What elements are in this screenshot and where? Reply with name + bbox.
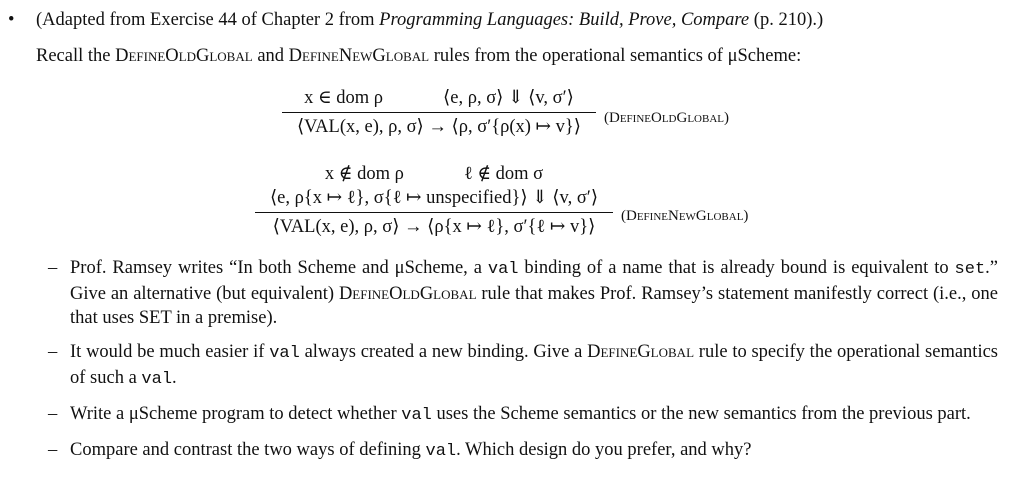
rule-premises bbox=[255, 162, 613, 186]
dash-marker: – bbox=[48, 440, 58, 460]
question-item: – Write a μScheme program to detect whether val uses the Scheme semantics or the new semantics from the previous part. bbox=[48, 404, 971, 425]
question-item: – Prof. Ramsey writes “In both Scheme and μScheme, a val binding of a name that is already bound is equivalent to set.” Give an alternative (but equivalent) DefineOldGlobal rule that makes Prof. Ramsey’s statement manifestly correct (i.e., one that uses SET in a premise). bbox=[48, 258, 998, 328]
code-val: val bbox=[269, 344, 300, 363]
question-item: – It would be much easier if val always created a new binding. Give a DefineGlobal rule to specify the operational semantics of such a val. bbox=[48, 342, 998, 389]
rule-premise-line2: ⟨e, ρ{x ↦ ℓ}, σ{ℓ ↦ unspecified}⟩ ⇓ ⟨v, σ′⟩ bbox=[269, 188, 599, 208]
question-item: – Compare and contrast the two ways of defining val. Which design do you prefer, and why? bbox=[48, 440, 752, 461]
code-set: set bbox=[954, 260, 986, 279]
code-val: val bbox=[401, 406, 432, 425]
premise-right: ℓ ∉ dom σ bbox=[463, 164, 544, 184]
rule-name-new: DefineNewGlobal bbox=[288, 46, 430, 66]
premise-right: ⟨e, ρ, σ⟩ ⇓ ⟨v, σ′⟩ bbox=[443, 88, 574, 108]
rule-premises bbox=[282, 86, 596, 110]
code-val: val bbox=[487, 260, 519, 279]
dash-marker: – bbox=[48, 404, 58, 424]
inference-bar bbox=[255, 212, 613, 213]
bullet-marker: • bbox=[8, 10, 15, 30]
rule-name-global: DefineGlobal bbox=[587, 342, 695, 362]
code-val: val bbox=[425, 442, 457, 461]
rule-name-old: DefineOldGlobal bbox=[115, 46, 253, 66]
dash-marker: – bbox=[48, 258, 58, 278]
rule-label: (DefineOldGlobal) bbox=[604, 110, 729, 126]
book-title: Programming Languages: Build, Prove, Compare bbox=[379, 10, 750, 30]
exercise-source-line: (Adapted from Exercise 44 of Chapter 2 from Programming Languages: Build, Prove, Compare (p. 210).) bbox=[36, 10, 824, 30]
question-list bbox=[48, 256, 998, 474]
rule-conclusion: ⟨VAL(x, e), ρ, σ⟩ → ⟨ρ{x ↦ ℓ}, σ′{ℓ ↦ v}⟩ bbox=[272, 217, 596, 237]
recall-line: Recall the DefineOldGlobal and DefineNewGlobal rules from the operational semantics of μScheme: bbox=[36, 46, 802, 66]
define-new-global-rule bbox=[255, 162, 749, 239]
premise-left: x ∈ dom ρ bbox=[304, 88, 384, 108]
code-val: val bbox=[141, 370, 173, 389]
rule-name-old: DefineOldGlobal bbox=[338, 284, 477, 304]
rule-conclusion: ⟨VAL(x, e), ρ, σ⟩ → ⟨ρ, σ′{ρ(x) ↦ v}⟩ bbox=[296, 117, 582, 137]
premise-left: x ∉ dom ρ bbox=[324, 164, 404, 184]
inference-bar bbox=[282, 112, 596, 113]
define-old-global-rule bbox=[282, 86, 729, 139]
dash-marker: – bbox=[48, 342, 58, 362]
rule-label: (DefineNewGlobal) bbox=[621, 208, 749, 224]
